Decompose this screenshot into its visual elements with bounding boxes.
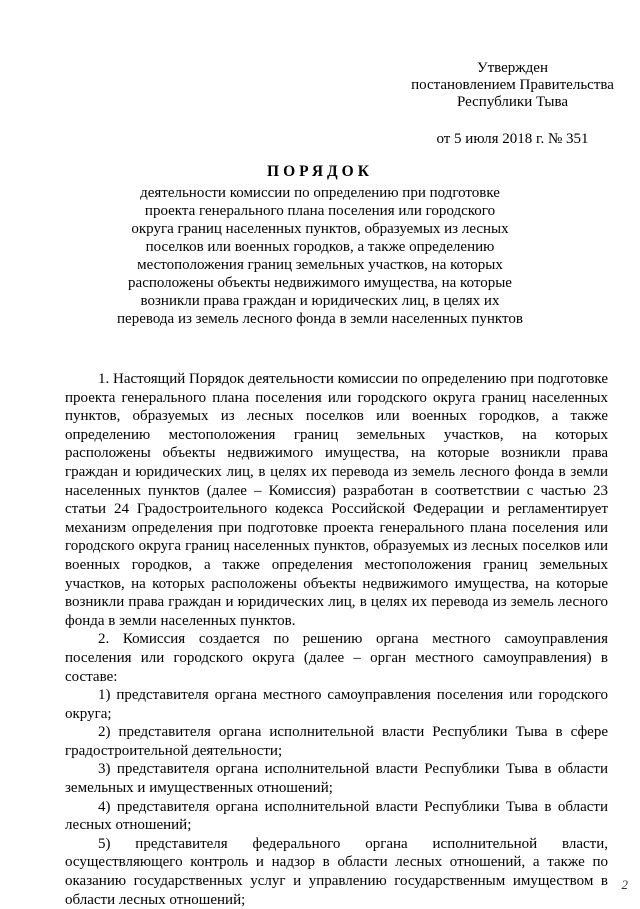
subtitle-line: округа границ населенных пунктов, образуемых из лесных: [131, 221, 509, 237]
page-number: 2: [621, 877, 628, 892]
subtitle-line: местоположения границ земельных участков, на которых: [137, 257, 503, 273]
document-body: [65, 370, 608, 909]
approval-stamp: [405, 60, 620, 148]
paragraph-2: 2. Комиссия создается по решению органа местного самоуправления поселения или городского округа (далее – орган местного самоуправления) в составе:: [65, 631, 608, 685]
subtitle-line: деятельности комиссии по определению при подготовке: [140, 185, 500, 201]
list-item-2: 2) представителя органа исполнительной власти Республики Тыва в сфере градостроительной деятельности;: [65, 724, 608, 759]
list-item-1: 1) представителя органа местного самоуправления поселения или городского округа;: [65, 687, 608, 722]
document-title: ПОРЯДОК: [267, 163, 373, 180]
approval-line-3: Республики Тыва: [456, 94, 569, 110]
subtitle-line: возникли права граждан и юридических лиц, в целях их: [140, 293, 500, 309]
list-item-4: 4) представителя органа исполнительной власти Республики Тыва в области лесных отношений;: [65, 798, 608, 834]
approval-date: от 5 июля 2018 г. № 351: [436, 131, 589, 147]
document-subtitle: [60, 184, 580, 328]
approval-line-2: постановлением Правительства: [411, 77, 614, 93]
list-item-3: 3) представителя органа исполнительной власти Республики Тыва в области земельных и имущественных отношений;: [65, 761, 608, 797]
subtitle-line: перевода из земель лесного фонда в земли населенных пунктов: [117, 311, 523, 327]
document-heading: [60, 162, 580, 328]
paragraph-1: 1. Настоящий Порядок деятельности комиссии по определению при подготовке проекта генерального плана поселения или городского округа границ населенных пунктов, образуемых из лесных поселков или военных городков, а также определению местоположения границ земельных участков, на которых расположены объекты недвижимого имущества, на которые возникли права граждан и юридических лиц, в целях их перевода из земель лесного фонда в земли населенных пунктов (далее – Комиссия) разработан в соответствии с частью 23 статьи 24 Градостроительного кодекса Российской Федерации и регламентирует механизм определения при подготовке проекта генерального плана поселения или городского округа границ населенных пунктов, образуемых из лесных поселков или военных городков, а также определения местоположения границ земельных участков, на которых расположены объекты недвижимого имущества, на которые возникли права граждан и юридических лиц, в целях их перевода из земель лесного фонда в земли населенных пунктов.: [65, 371, 608, 629]
subtitle-line: проекта генерального плана поселения или городского: [144, 203, 496, 219]
subtitle-line: поселков или военных городков, а также определению: [145, 239, 495, 255]
approval-line-1: Утвержден: [476, 60, 548, 76]
subtitle-line: расположены объекты недвижимого имущества, на которые: [128, 275, 512, 291]
list-item-5: 5) представителя федерального органа исполнительной власти, осуществляющего контроль и надзор в области лесных отношений, а также по оказанию государственных услуг и управлению государственным имуществом в области лесных отношений;: [65, 835, 608, 908]
